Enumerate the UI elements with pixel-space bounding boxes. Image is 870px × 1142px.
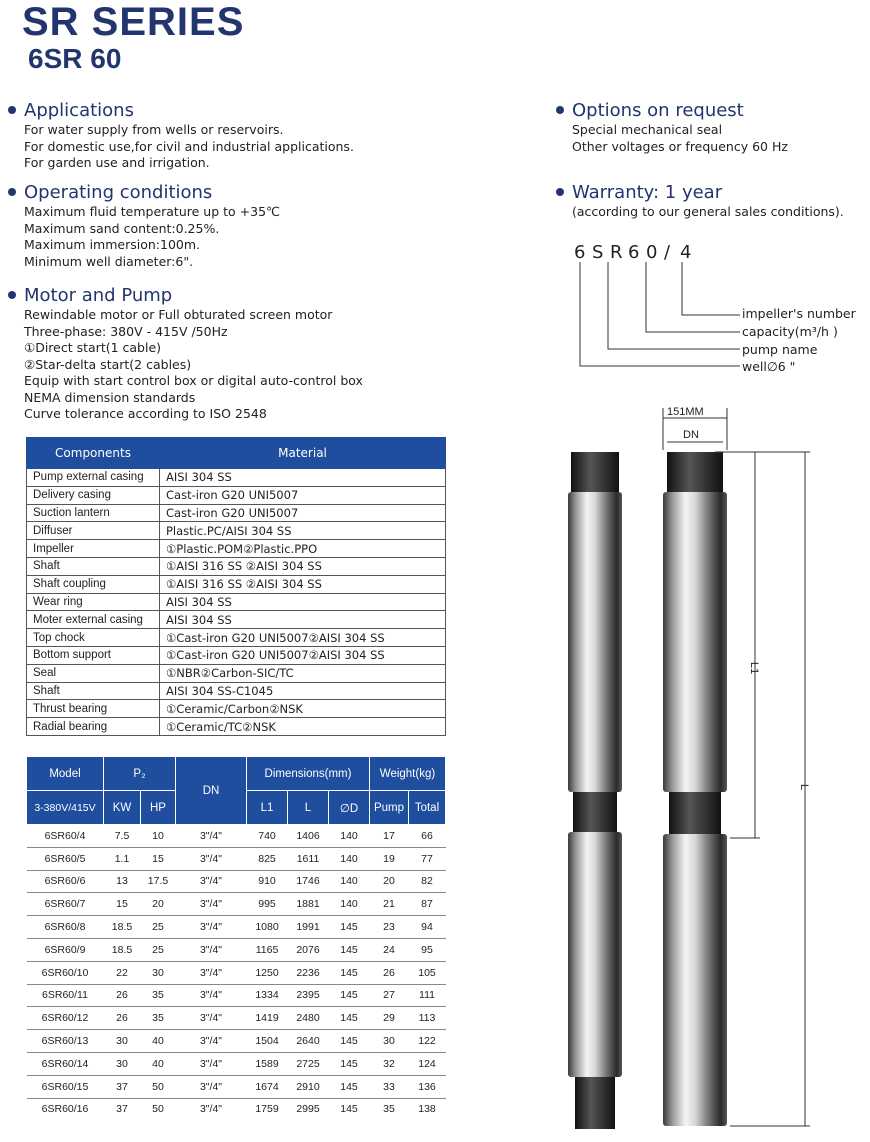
l-cell: 2725: [288, 1052, 329, 1075]
l1-dimension-label: L1: [748, 662, 760, 675]
hp-cell: 25: [141, 938, 176, 961]
material-cell: Cast-iron G20 UNI5007: [160, 486, 446, 504]
model-code-char: S: [592, 242, 604, 263]
kw-cell: 13: [104, 870, 141, 893]
table-row: [27, 522, 446, 540]
component-cell: Seal: [27, 664, 160, 682]
pump-weight-cell: 24: [370, 938, 409, 961]
model-cell: 6SR60/6: [27, 870, 104, 893]
dn-cell: 3"/4": [199, 1103, 223, 1116]
l1-cell: 1080: [247, 916, 288, 939]
component-cell: Delivery casing: [27, 486, 160, 504]
dn-cell: 3"/4": [176, 825, 247, 848]
d-cell: 145: [329, 1007, 370, 1030]
l-cell: 1406: [288, 825, 329, 848]
total-weight-cell: 94: [409, 916, 446, 939]
hp-cell: 25: [141, 916, 176, 939]
l1-cell: 1250: [247, 961, 288, 984]
options-heading: Options on request: [572, 100, 744, 121]
operating-line: Maximum sand content:0.25%.: [24, 220, 220, 236]
bullet-icon: [556, 106, 564, 114]
table-row: [27, 1098, 446, 1120]
l-cell: 2395: [288, 984, 329, 1007]
material-cell: ①Plastic.POM②Plastic.PPO: [160, 540, 446, 558]
spec-header-p2: P₂: [104, 757, 176, 791]
table-row: [27, 1007, 446, 1030]
kw-cell: 37: [104, 1075, 141, 1098]
hp-cell: 40: [141, 1052, 176, 1075]
model-cell: 6SR60/12: [27, 1007, 104, 1030]
l-cell: 2236: [288, 961, 329, 984]
total-weight-cell: 66: [409, 825, 446, 848]
table-row: [27, 870, 446, 893]
hp-cell: 17.5: [141, 870, 176, 893]
component-cell: Diffuser: [27, 522, 160, 540]
total-weight-cell: 82: [409, 870, 446, 893]
dn-cell: 3"/4": [176, 1007, 247, 1030]
component-cell: Top chock: [27, 629, 160, 647]
component-cell: Bottom support: [27, 646, 160, 664]
model-cell: 6SR60/4: [27, 825, 104, 848]
motor-line: ①Direct start(1 cable): [24, 340, 162, 355]
table-row: [27, 847, 446, 870]
l-cell: 2640: [288, 1030, 329, 1053]
model-cell: 6SR60/8: [27, 916, 104, 939]
d-cell: 145: [329, 938, 370, 961]
table-row: [27, 1052, 446, 1075]
kw-cell: 30: [104, 1052, 141, 1075]
table-row: [27, 646, 446, 664]
hp-cell: 50: [152, 1103, 164, 1116]
kw-cell: 7.5: [104, 825, 141, 848]
options-line: Other voltages or frequency 60 Hz: [572, 138, 788, 154]
dn-cell: 3"/4": [176, 1075, 247, 1098]
l1-cell: 910: [247, 870, 288, 893]
model-code-char: /: [664, 242, 671, 263]
table-row: [27, 504, 446, 522]
options-line: Special mechanical seal: [572, 122, 723, 137]
l-cell: 2995: [296, 1103, 320, 1116]
l1-cell: 1674: [247, 1075, 288, 1098]
kw-cell: 26: [104, 1007, 141, 1030]
table-row: [27, 557, 446, 575]
dn-dimension-label: DN: [683, 429, 699, 441]
materials-header-components: Components: [27, 438, 160, 469]
material-cell: ①Ceramic/TC②NSK: [160, 718, 446, 736]
l-cell: 1611: [288, 847, 329, 870]
table-row: [27, 469, 446, 487]
l-cell: 1746: [288, 870, 329, 893]
spec-header-weight: Weight(kg): [370, 757, 446, 791]
material-cell: ①NBR②Carbon-SIC/TC: [160, 664, 446, 682]
component-cell: Impeller: [27, 540, 160, 558]
dn-cell: 3"/4": [176, 847, 247, 870]
hp-cell: 10: [141, 825, 176, 848]
model-cell: 6SR60/15: [27, 1075, 104, 1098]
d-cell: 145: [329, 916, 370, 939]
material-cell: Plastic.PC/AISI 304 SS: [160, 522, 446, 540]
hp-cell: 50: [141, 1075, 176, 1098]
l1-cell: 740: [247, 825, 288, 848]
model-code-leader-lines: [570, 260, 750, 375]
material-cell: ①Cast-iron G20 UNI5007②AISI 304 SS: [160, 646, 446, 664]
pump-weight-cell: 23: [370, 916, 409, 939]
applications-line: For domestic use,for civil and industrial applications.: [24, 138, 354, 154]
hp-cell: 20: [141, 893, 176, 916]
d-cell: 145: [329, 1052, 370, 1075]
l1-cell: 1419: [247, 1007, 288, 1030]
pump-weight-cell: 27: [370, 984, 409, 1007]
motor-line: Three-phase: 380V - 415V /50Hz: [24, 323, 228, 339]
spec-header-kw: KW: [104, 791, 141, 825]
d-cell: 145: [329, 961, 370, 984]
dn-cell: 3"/4": [176, 961, 247, 984]
total-weight-cell: 87: [409, 893, 446, 916]
spec-header-total: Total: [409, 791, 446, 825]
table-row: [27, 718, 446, 736]
hp-cell: 40: [141, 1030, 176, 1053]
table-row: [27, 575, 446, 593]
d-cell: 140: [329, 825, 370, 848]
material-cell: AISI 304 SS-C1045: [160, 682, 446, 700]
motor-heading: Motor and Pump: [24, 285, 173, 306]
code-label-impeller: impeller's number: [742, 306, 856, 321]
d-cell: 145: [340, 1103, 358, 1116]
bullet-icon: [556, 188, 564, 196]
material-cell: ①AISI 316 SS ②AISI 304 SS: [160, 557, 446, 575]
l1-cell: 1589: [247, 1052, 288, 1075]
total-weight-cell: 113: [409, 1007, 446, 1030]
l-cell: 2480: [288, 1007, 329, 1030]
l-cell: 2076: [288, 938, 329, 961]
component-cell: Pump external casing: [27, 469, 160, 487]
l1-cell: 1759: [255, 1103, 279, 1116]
model-cell: 6SR60/5: [27, 847, 104, 870]
component-cell: Suction lantern: [27, 504, 160, 522]
motor-line: ②Star-delta start(2 cables): [24, 356, 192, 372]
motor-line: NEMA dimension standards: [24, 389, 196, 405]
operating-line: Maximum immersion:100m.: [24, 237, 200, 252]
spec-header-dn: DN: [176, 757, 247, 825]
spec-table: [26, 756, 446, 1120]
bullet-icon: [8, 106, 16, 114]
d-cell: 145: [329, 1075, 370, 1098]
l-cell: 1881: [288, 893, 329, 916]
warranty-heading: Warranty: 1 year: [572, 182, 723, 203]
kw-cell: 30: [104, 1030, 141, 1053]
operating-line: Maximum fluid temperature up to +35℃: [24, 204, 281, 219]
pump-weight-cell: 30: [370, 1030, 409, 1053]
dn-cell: 3"/4": [176, 1052, 247, 1075]
l-cell: 2910: [288, 1075, 329, 1098]
kw-cell: 26: [104, 984, 141, 1007]
component-cell: Shaft: [27, 682, 160, 700]
table-row: [27, 961, 446, 984]
total-weight-cell: 77: [409, 847, 446, 870]
kw-cell: 18.5: [104, 938, 141, 961]
pump-weight-cell: 21: [370, 893, 409, 916]
motor-section: [6, 285, 363, 423]
total-weight-cell: 138: [418, 1103, 436, 1116]
width-dimension-label: 151MM: [667, 406, 704, 418]
bullet-icon: [8, 291, 16, 299]
l1-cell: 825: [247, 847, 288, 870]
l1-cell: 1165: [247, 938, 288, 961]
table-row: [27, 938, 446, 961]
operating-line: Minimum well diameter:6".: [24, 253, 194, 269]
total-weight-cell: 136: [409, 1075, 446, 1098]
hp-cell: 35: [141, 1007, 176, 1030]
table-row: [27, 629, 446, 647]
page-title: SR SERIES: [22, 0, 245, 44]
pump-weight-cell: 33: [370, 1075, 409, 1098]
l1-cell: 1504: [247, 1030, 288, 1053]
pump-weight-cell: 35: [383, 1103, 395, 1116]
operating-section: [6, 182, 280, 270]
code-label-capacity: capacity(m³/h ): [742, 324, 838, 339]
model-cell: 6SR60/16: [41, 1103, 89, 1116]
component-cell: Shaft coupling: [27, 575, 160, 593]
material-cell: ①AISI 316 SS ②AISI 304 SS: [160, 575, 446, 593]
spec-header-d: ∅D: [329, 791, 370, 825]
page-subtitle: 6SR 60: [28, 43, 122, 74]
component-cell: Radial bearing: [27, 718, 160, 736]
pump-weight-cell: 29: [370, 1007, 409, 1030]
spec-header-l1: L1: [247, 791, 288, 825]
component-cell: Wear ring: [27, 593, 160, 611]
kw-cell: 22: [104, 961, 141, 984]
table-row: [27, 1030, 446, 1053]
code-label-well: well∅6 ": [742, 359, 796, 374]
motor-line: Curve tolerance according to ISO 2548: [24, 406, 267, 421]
d-cell: 145: [329, 984, 370, 1007]
l1-cell: 1334: [247, 984, 288, 1007]
model-cell: 6SR60/11: [27, 984, 104, 1007]
dn-cell: 3"/4": [176, 870, 247, 893]
materials-table: [26, 437, 446, 736]
dn-cell: 3"/4": [176, 1030, 247, 1053]
dn-cell: 3"/4": [176, 893, 247, 916]
spec-header-l: L: [288, 791, 329, 825]
d-cell: 140: [329, 870, 370, 893]
model-code-char: R: [610, 242, 623, 263]
kw-cell: 37: [116, 1103, 128, 1116]
total-weight-cell: 111: [409, 984, 446, 1007]
pump-right-image: [663, 452, 727, 1126]
material-cell: Cast-iron G20 UNI5007: [160, 504, 446, 522]
applications-heading: Applications: [24, 100, 134, 121]
total-weight-cell: 95: [409, 938, 446, 961]
code-label-pump-name: pump name: [742, 342, 818, 357]
component-cell: Moter external casing: [27, 611, 160, 629]
component-cell: Shaft: [27, 557, 160, 575]
model-cell: 6SR60/7: [27, 893, 104, 916]
kw-cell: 1.1: [104, 847, 141, 870]
table-row: [27, 682, 446, 700]
dn-cell: 3"/4": [176, 984, 247, 1007]
materials-header-material: Material: [160, 438, 446, 469]
model-code-char: 4: [680, 242, 692, 263]
table-row: [27, 825, 446, 848]
table-row: [27, 1075, 446, 1098]
hp-cell: 35: [141, 984, 176, 1007]
component-cell: Thrust bearing: [27, 700, 160, 718]
hp-cell: 30: [141, 961, 176, 984]
options-section: [554, 100, 788, 155]
motor-line: Equip with start control box or digital auto-control box: [24, 373, 363, 388]
applications-line: For garden use and irrigation.: [24, 155, 210, 170]
table-row: [27, 893, 446, 916]
d-cell: 140: [329, 893, 370, 916]
material-cell: AISI 304 SS: [160, 611, 446, 629]
spec-header-model: Model: [27, 757, 104, 791]
l-cell: 1991: [288, 916, 329, 939]
table-row: [27, 700, 446, 718]
applications-section: [6, 100, 354, 172]
pump-left-image: [568, 452, 622, 1129]
model-cell: 6SR60/9: [27, 938, 104, 961]
hp-cell: 15: [141, 847, 176, 870]
dn-cell: 3"/4": [176, 916, 247, 939]
spec-header-hp: HP: [141, 791, 176, 825]
kw-cell: 18.5: [104, 916, 141, 939]
pump-weight-cell: 19: [370, 847, 409, 870]
material-cell: AISI 304 SS: [160, 593, 446, 611]
spec-header-pump: Pump: [370, 791, 409, 825]
model-code-char: 6: [574, 242, 586, 263]
pump-weight-cell: 20: [370, 870, 409, 893]
l1-cell: 995: [247, 893, 288, 916]
applications-line: For water supply from wells or reservoirs.: [24, 122, 284, 137]
d-cell: 140: [329, 847, 370, 870]
table-row: [27, 611, 446, 629]
model-cell: 6SR60/10: [27, 961, 104, 984]
model-cell: 6SR60/13: [27, 1030, 104, 1053]
table-row: [27, 593, 446, 611]
model-cell: 6SR60/14: [27, 1052, 104, 1075]
l-dimension-label: L: [798, 784, 810, 791]
dn-cell: 3"/4": [176, 938, 247, 961]
pump-weight-cell: 26: [370, 961, 409, 984]
model-code-char: 6: [628, 242, 640, 263]
table-row: [27, 540, 446, 558]
warranty-section: [554, 182, 844, 221]
pump-weight-cell: 17: [370, 825, 409, 848]
material-cell: ①Cast-iron G20 UNI5007②AISI 304 SS: [160, 629, 446, 647]
warranty-line: (according to our general sales conditions).: [572, 204, 844, 219]
kw-cell: 15: [104, 893, 141, 916]
spec-header-dimensions: Dimensions(mm): [247, 757, 370, 791]
total-weight-cell: 124: [409, 1052, 446, 1075]
bullet-icon: [8, 188, 16, 196]
spec-header-voltage: 3-380V/415V: [27, 791, 104, 825]
table-row: [27, 984, 446, 1007]
table-row: [27, 486, 446, 504]
pump-weight-cell: 32: [370, 1052, 409, 1075]
motor-line: Rewindable motor or Full obturated screen motor: [24, 307, 333, 322]
table-row: [27, 916, 446, 939]
material-cell: ①Ceramic/Carbon②NSK: [160, 700, 446, 718]
operating-heading: Operating conditions: [24, 182, 213, 203]
pump-drawing: [555, 400, 870, 1135]
total-weight-cell: 122: [409, 1030, 446, 1053]
d-cell: 145: [329, 1030, 370, 1053]
material-cell: AISI 304 SS: [160, 469, 446, 487]
model-code-char: 0: [646, 242, 658, 263]
table-row: [27, 664, 446, 682]
total-weight-cell: 105: [409, 961, 446, 984]
